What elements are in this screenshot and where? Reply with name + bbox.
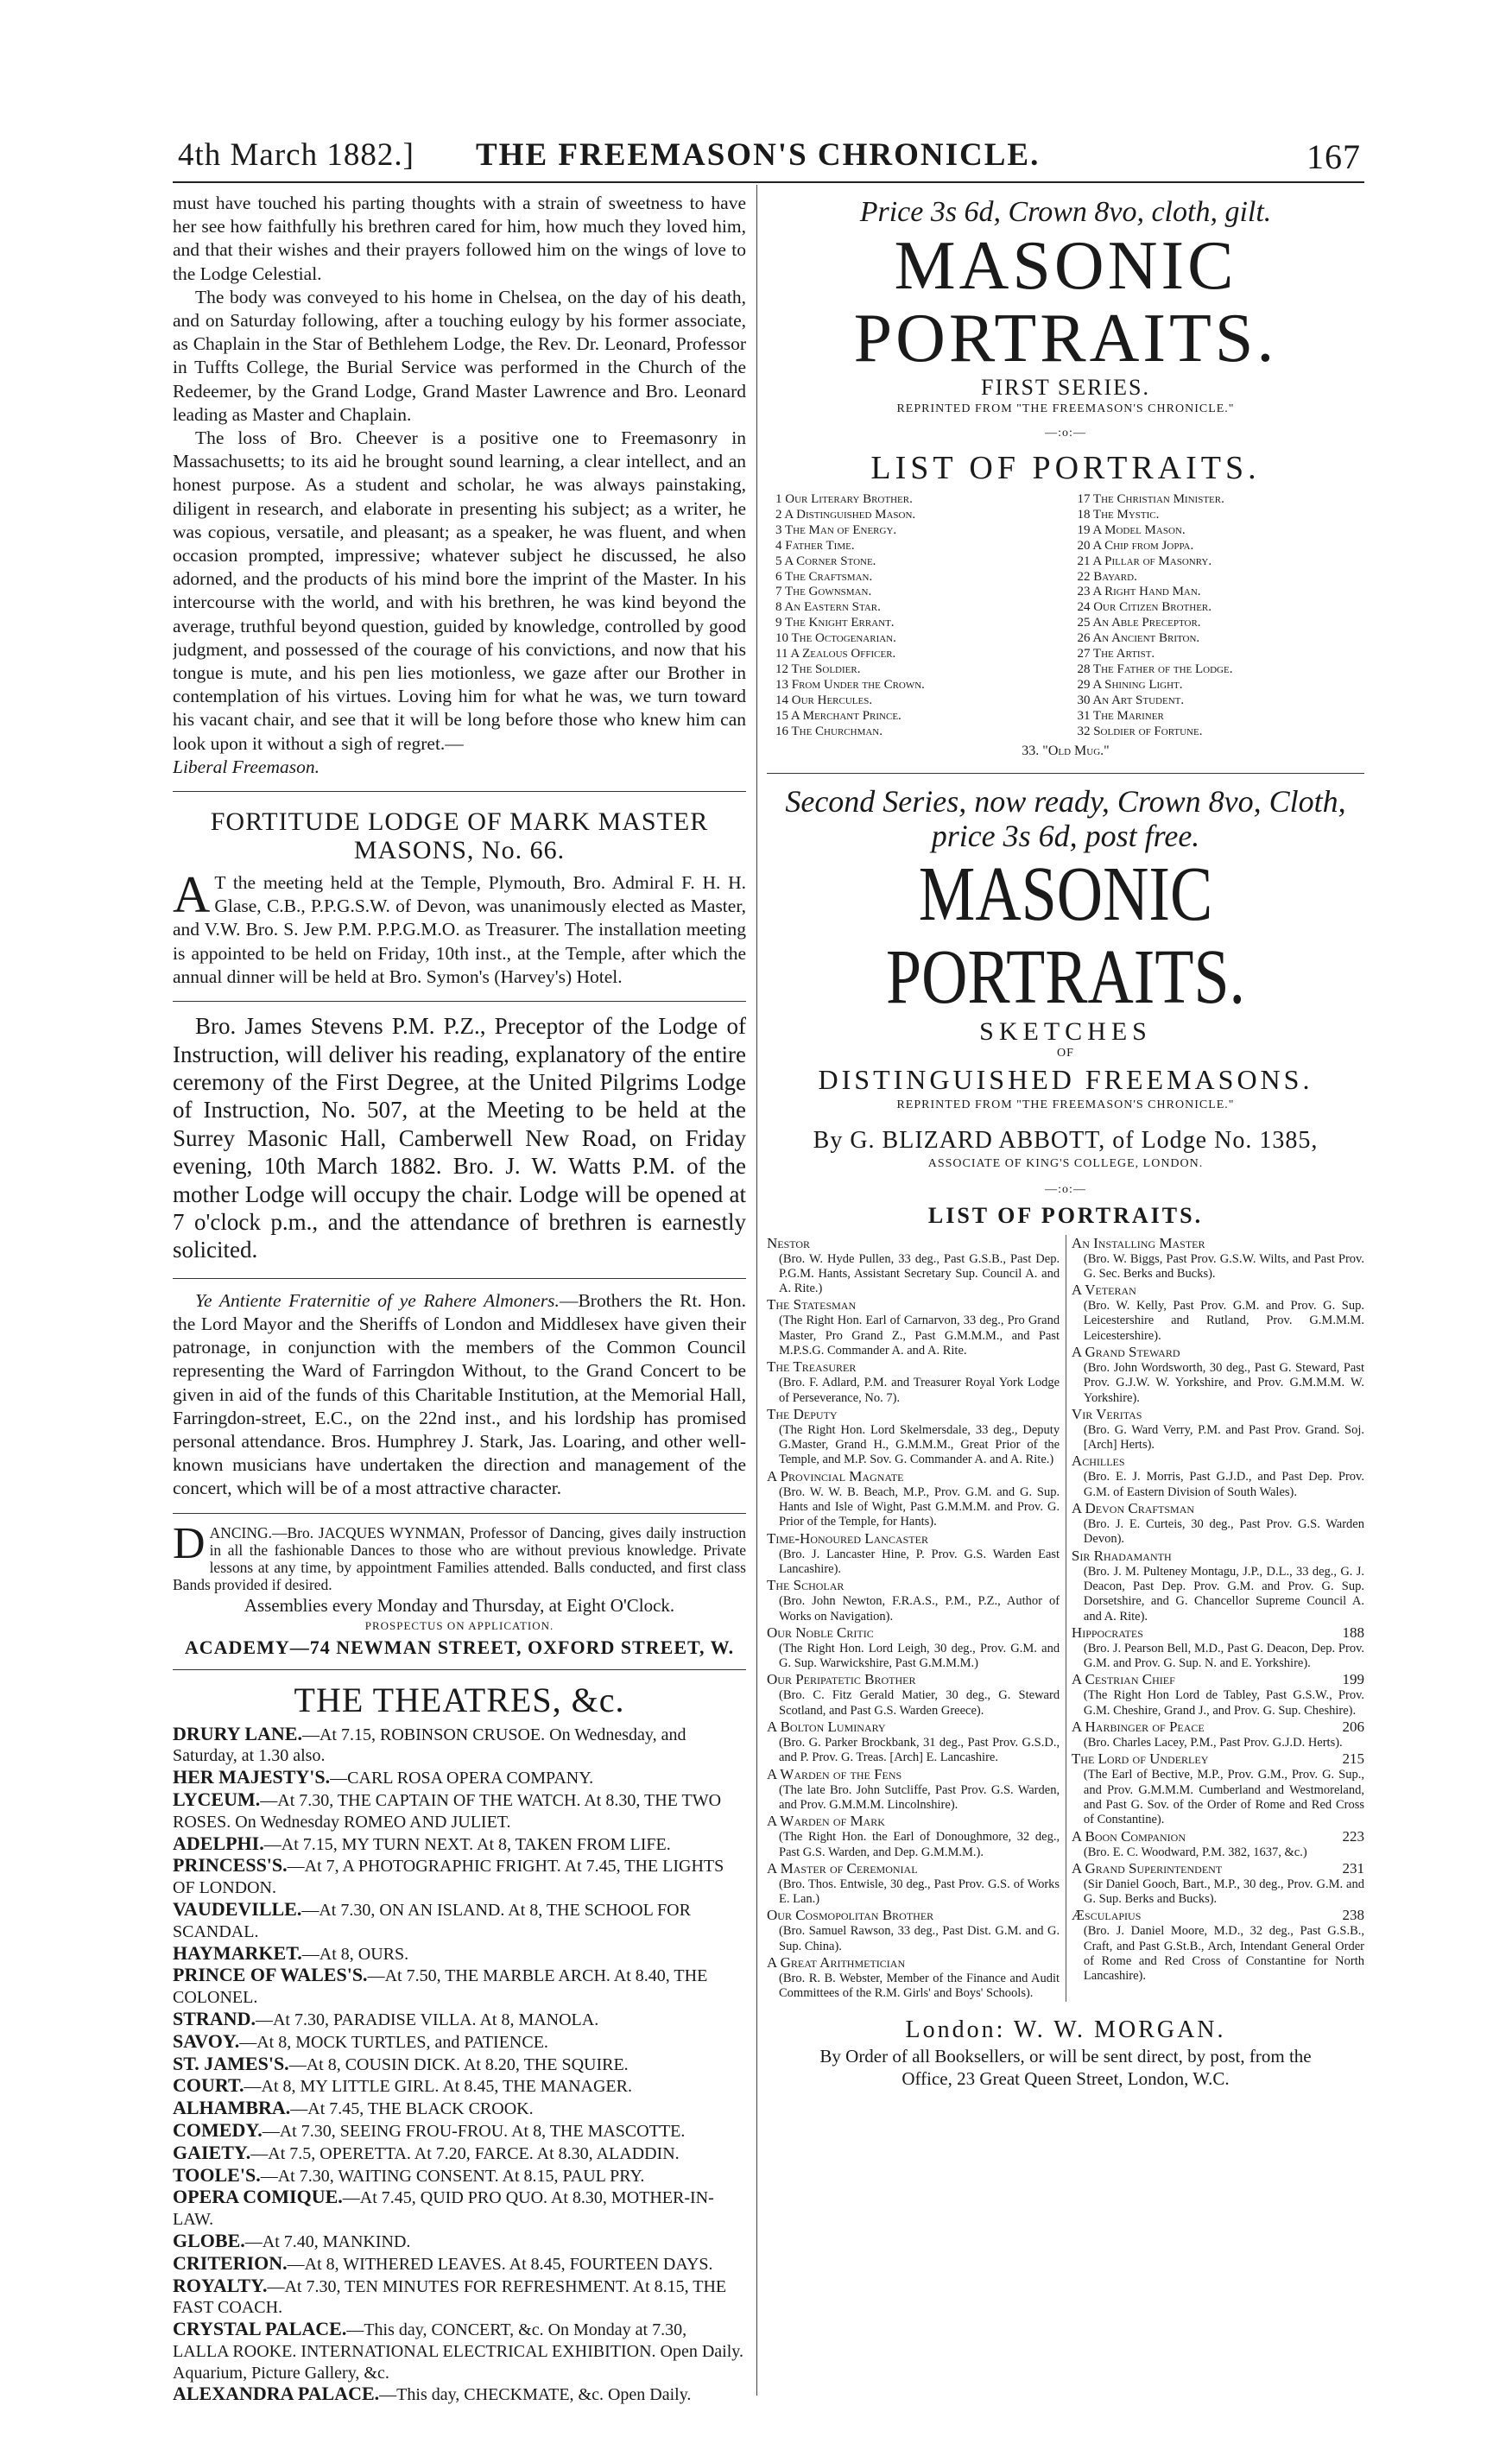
rahere-article: [173, 1289, 746, 1501]
theatre-entry: [173, 2143, 746, 2165]
portrait-entry-title: [1072, 1344, 1364, 1361]
portrait-list-item: 10 The Octogenarian.: [775, 631, 896, 646]
portrait-entry-name: The Scholar: [767, 1577, 845, 1594]
first-list-heading: LIST OF PORTRAITS.: [870, 450, 1261, 486]
first-series-price: Price 3s 6d, Crown 8vo, cloth, gilt.: [859, 196, 1272, 228]
portrait-entry-title: [1072, 1500, 1364, 1517]
second-series-ad-line2: price 3s 6d, post free.: [931, 818, 1200, 853]
theatre-name: GLOBE.: [173, 2229, 245, 2251]
portrait-entry-title: [1072, 1719, 1364, 1736]
portrait-entry-title: [1072, 1671, 1364, 1688]
portrait-list-item: 18 The Mystic.: [1077, 507, 1160, 522]
portrait-entry-name: Achilles: [1071, 1453, 1125, 1470]
fortitude-heading: FORTITUDE LODGE OF MARK MASTER MASONS, No. 66.: [210, 807, 709, 865]
distinguished-label: DISTINGUISHED FREEMASONS.: [818, 1063, 1313, 1095]
portrait-entry-title: [1072, 1235, 1364, 1252]
author-affiliation: ASSOCIATE OF KING'S COLLEGE, LONDON.: [927, 1156, 1204, 1170]
portrait-entry-title: [767, 1235, 1060, 1252]
theatre-program: —At 8, OURS.: [301, 1944, 409, 1964]
theatre-name: COMEDY.: [173, 2118, 263, 2141]
theatre-entry: [173, 2383, 746, 2406]
theatre-program: —At 7, A PHOTOGRAPHIC FRIGHT. At 7.45, THE LIGHTS OF LONDON.: [173, 1857, 724, 1898]
portrait-entry-number: 238: [1342, 1907, 1364, 1924]
portrait-entry-description: (The Earl of Bective, M.P., Prov. G.M., Prov. G. Sup., and Prov. G.M.M.M. Cumberland and Westmoreland, and Past G. Sov. of the Order of Rome and Red Cross of Constantine).: [1083, 1768, 1364, 1827]
portrait-entry-name: An Installing Master: [1071, 1234, 1205, 1251]
portrait-list-item: 3 The Man of Energy.: [775, 522, 897, 537]
portrait-entry-name: A Warden of the Fens: [767, 1765, 902, 1782]
order-line-1: By Order of all Booksellers, or will be sent direct, by post, from the: [819, 2045, 1312, 2067]
theatre-entry: [173, 1789, 746, 1833]
theatre-program: —At 8, MOCK TURTLES, and PATIENCE.: [239, 2032, 548, 2052]
second-series-title: MASONIC PORTRAITS.: [886, 851, 1245, 1020]
portrait-entry-description: (Bro. J. Pearson Bell, M.D., Past G. Deacon, Dep. Prov. G.M. and Prov. G. Sup. N. and E. Yorkshire).: [1083, 1641, 1364, 1671]
sketches-label: SKETCHES: [979, 1016, 1152, 1046]
dancing-dropcap: D: [173, 1518, 206, 1568]
portrait-entry-name: Our Peripatetic Brother: [767, 1671, 916, 1688]
portrait-list-item: 22 Bayard.: [1077, 569, 1137, 584]
portrait-entry-title: [1072, 1907, 1364, 1924]
first-series-list: [775, 492, 1356, 740]
section-rule: [767, 773, 1364, 774]
theatre-entry: [173, 1899, 746, 1943]
fortitude-dropcap: A: [173, 866, 211, 924]
portrait-list-item: 28 The Father of the Lodge.: [1077, 661, 1233, 676]
theatre-name: ALEXANDRA PALACE.: [173, 2383, 380, 2405]
first-list-last: 33. "Old Mug.": [1022, 743, 1110, 758]
portrait-entry-name: A Great Arithmetician: [767, 1954, 906, 1971]
portrait-entry-description: (Bro. G. Ward Verry, P.M. and Past Prov. Grand. Soj. [Arch] Herts).: [1083, 1422, 1364, 1453]
portrait-entry-name: A Harbinger of Peace: [1071, 1719, 1205, 1736]
portrait-entry-title: [767, 1624, 1060, 1642]
page-header: [178, 136, 1361, 176]
theatre-program: —At 7.5, OPERETTA. At 7.20, FARCE. At 8.30, ALADDIN.: [250, 2143, 680, 2163]
portrait-entry-name: A Devon Craftsman: [1071, 1500, 1195, 1517]
first-list-col-b: [1077, 492, 1356, 740]
portrait-list-item: 32 Soldier of Fortune.: [1077, 724, 1203, 738]
portrait-entry-name: Æsculapius: [1071, 1907, 1142, 1924]
theatre-entry: [173, 1724, 746, 1768]
section-rule: [173, 1278, 746, 1279]
theatre-program: —At 8, COUSIN DICK. At 8.20, THE SQUIRE.: [288, 2054, 629, 2074]
portrait-entry-description: (Bro. W. Kelly, Past Prov. G.M. and Prov. G. Sup. Leicestershire and Rutland, Prov. G.M.M.M. Leicestershire).: [1083, 1299, 1364, 1343]
theatre-entry: [173, 2276, 746, 2320]
portrait-list-item: 4 Father Time.: [775, 538, 855, 553]
prospectus-line: PROSPECTUS ON APPLICATION.: [364, 1618, 554, 1632]
second-series-list: [767, 1235, 1364, 2002]
theatre-name: COURT.: [173, 2074, 244, 2097]
portrait-entry-title: [767, 1719, 1060, 1736]
theatre-entry: [173, 2009, 746, 2031]
portrait-list-item: 11 A Zealous Officer.: [775, 647, 896, 661]
portrait-entry-description: (Bro. J. M. Pulteney Montagu, J.P., D.L., 33 deg., G. J. Deacon, Past Dep. Prov. G.M. and Prov. G. Sup. Dorsetshire, and G. Chancellor Supreme Council A. and A. Rite).: [1083, 1564, 1364, 1624]
theatre-entry: [173, 1833, 746, 1856]
theatre-name: PRINCE OF WALES'S.: [173, 1964, 368, 1986]
portrait-entry-name: A Boon Companion: [1071, 1827, 1186, 1845]
portrait-entry-title: [767, 1766, 1060, 1783]
portrait-entry-title: [767, 1468, 1060, 1485]
portrait-entry-title: [1072, 1828, 1364, 1845]
theatre-program: —At 7.30, PARADISE VILLA. At 8, MANOLA.: [255, 2010, 599, 2029]
fortitude-text: T the meeting held at the Temple, Plymouth, Bro. Admiral F. H. H. Glase, C.B., P.P.G.S.W. of Devon, was unanimously elected as Master, and V.W. Bro. S. Jew P.M. P.P.G.M.O. as Treasurer. The installation meeting is appointed to be held on Friday, 10th inst., at the Temple, after which the annual dinner will be held at Bro. Symon's (Harvey's) Hotel.: [173, 872, 746, 987]
obituary-source-text: Liberal Freemason.: [173, 756, 319, 777]
theatre-name: DRURY LANE.: [173, 1722, 302, 1744]
section-rule: [173, 1669, 746, 1670]
header-date: 4th March 1882.]: [178, 137, 414, 173]
portrait-entry-description: (Bro. Thos. Entwisle, 30 deg., Past Prov. G.S. of Works E. Lan.): [779, 1877, 1060, 1907]
theatre-program: —This day, CHECKMATE, &c. Open Daily.: [379, 2385, 692, 2405]
second-list-col-b: [1066, 1235, 1364, 2002]
portrait-entry-number: 199: [1342, 1671, 1364, 1688]
portrait-entry-title: [767, 1530, 1060, 1548]
obituary-paragraph: The loss of Bro. Cheever is a positive one to Freemasonry in Massachusetts; to its aid he brought sound learning, a clear intellect, and an honest purpose. As a student and scholar, he was always painstaking, diligent in research, and elaborate in presenting his subject; as a writer, he was copious, versatile, and pleasant; as a speaker, he was fluent, and when occasion prompted, impressive; whatever subject he discussed, he also adorned, and the products of his mind bore the imprint of the Master. In his intercourse with the world, and with his brethren, he was kind beyond the average, truthful beyond question, guided by knowledge, controlled by good judgment, and possessed of the courage of his convictions, and now that his tongue is mute, and his pen lies motionless, we gaze after our Brother in contemplation of his virtues. Loving him for what he was, we turn toward his vacant chair, and see that it will be long before those who knew him can look upon it without a sigh of regret.—: [173, 427, 746, 754]
theatre-entry: [173, 2319, 746, 2383]
portrait-entry-description: (The late Bro. John Sutcliffe, Past Prov. G.S. Warden, and Prov. G.M.M.M. Lincolnshire).: [779, 1782, 1060, 1812]
portrait-entry-title: [767, 1954, 1060, 1972]
portrait-entry-description: (Bro. C. Fitz Gerald Matier, 30 deg., G. Steward Scotland, and Past G.S. Warden Greece).: [779, 1688, 1060, 1718]
first-series-label: FIRST SERIES.: [980, 375, 1150, 400]
portrait-entry-name: Nestor: [767, 1234, 811, 1251]
second-series-ad-line1: Second Series, now ready, Crown 8vo, Cloth,: [785, 783, 1346, 819]
portrait-entry-title: [1072, 1860, 1364, 1877]
rahere-title: Ye Antiente Fraternitie of ye Rahere Almoners.: [195, 1289, 560, 1311]
portrait-entry-description: (Sir Daniel Gooch, Bart., M.P., 30 deg., Prov. G.M. and G. Sup. Berks and Bucks).: [1083, 1877, 1364, 1907]
portrait-entry-number: 188: [1342, 1624, 1364, 1641]
obituary-article: [173, 192, 746, 756]
portrait-entry-name: Hippocrates: [1071, 1624, 1143, 1641]
portrait-entry-title: [1072, 1750, 1364, 1768]
portrait-entry-description: (Bro. Charles Lacey, P.M., Past Prov. G.J.D. Herts).: [1083, 1736, 1343, 1750]
theatre-name: ROYALTY.: [173, 2274, 268, 2296]
theatre-entry: [173, 2187, 746, 2231]
theatre-listings: [173, 1724, 746, 2407]
academy-address: ACADEMY—74 NEWMAN STREET, OXFORD STREET, W.: [184, 1636, 735, 1658]
portrait-entry-number: 231: [1342, 1859, 1364, 1877]
second-series-reprinted: REPRINTED FROM "THE FREEMASON'S CHRONICLE.": [896, 1098, 1235, 1111]
theatre-entry: [173, 1767, 746, 1789]
portrait-entry-number: 215: [1342, 1750, 1364, 1768]
portrait-entry-name: A Grand Superintendent: [1071, 1859, 1223, 1877]
portrait-entry-title: [1072, 1282, 1364, 1299]
dancing-ad: [173, 1518, 746, 1593]
portrait-entry-name: Sir Rhadamanth: [1071, 1547, 1172, 1564]
portrait-entry-title: [767, 1296, 1060, 1313]
portrait-list-item: 1 Our Literary Brother.: [775, 492, 913, 506]
portrait-list-item: 8 An Eastern Star.: [775, 600, 881, 615]
portrait-list-item: 26 An Ancient Briton.: [1077, 631, 1200, 646]
second-list-heading: LIST OF PORTRAITS.: [927, 1202, 1204, 1228]
header-title: THE FREEMASON'S CHRONICLE.: [476, 137, 1041, 173]
theatre-program: —At 7.45, QUID PRO QUO. At 8.30, MOTHER-IN-LAW.: [173, 2188, 714, 2230]
portrait-entry-title: [767, 1406, 1060, 1423]
portrait-entry-name: Our Cosmopolitan Brother: [767, 1907, 934, 1924]
portrait-list-item: 16 The Churchman.: [775, 724, 883, 738]
portrait-entry-description: (The Right Hon. the Earl of Donoughmore, 32 deg., Past G.S. Warden, and Dep. G.M.M.M.).: [779, 1830, 1060, 1859]
portrait-list-item: 20 A Chip from Joppa.: [1077, 538, 1194, 553]
portrait-entry-description: (Bro. W. Hyde Pullen, 33 deg., Past G.S.B., Past Dep. P.G.M. Hants, Assistant Secretary Sup. Council A. and A. Rite.): [779, 1251, 1060, 1296]
portrait-list-item: 7 The Gownsman.: [775, 585, 872, 599]
theatre-entry: [173, 2054, 746, 2076]
theatre-program: —At 7.45, THE BLACK CROOK.: [290, 2099, 534, 2119]
theatre-entry: [173, 2031, 746, 2054]
author-line: By G. BLIZARD ABBOTT, of Lodge No. 1385,: [813, 1126, 1319, 1154]
portrait-list-item: 12 The Soldier.: [775, 661, 861, 676]
left-column: [173, 192, 746, 2406]
right-column: [767, 192, 1364, 2090]
portrait-entry-name: The Deputy: [767, 1405, 838, 1422]
header-page-number: 167: [1306, 137, 1361, 176]
rahere-text: —Brothers the Rt. Hon. the Lord Mayor and the Sheriffs of London and Middlesex have given their patronage, in conjunction with the members of the Common Council representing the Ward of Farringdon Without, to the Grand Concert to be given in aid of the funds of this Charitable Institution, at the Memorial Hall, Farringdon-street, E.C., on the 22nd inst., and his lordship has promised personal attendance. Bros. Humphrey J. Stark, Jas. Loaring, and other well-known musicians have undertaken the direction and management of the concert, which will be of a most attractive character.: [173, 1289, 746, 1499]
theatre-entry: [173, 2075, 746, 2098]
portrait-entry-description: (The Right Hon. Earl of Carnarvon, 33 deg., Pro Grand Master, Pro Grand Z., Past G.M.M.M., and Past M.P.S.G. Commander A. and A. Rite.: [779, 1313, 1060, 1358]
portrait-entry-title: [1072, 1406, 1364, 1423]
header-rule: [173, 181, 1364, 183]
theatre-name: HER MAJESTY'S.: [173, 1766, 331, 1788]
dancing-text: ANCING.—Bro. JACQUES WYNMAN, Professor of Dancing, gives daily instruction in all the fashionable Dances to those who are without previous knowledge. Private lessons at any time, by appointment Families attended. Balls conducted, and first class Bands provided if desired.: [173, 1523, 746, 1593]
portrait-entry-description: (Bro. E. J. Morris, Past G.J.D., and Past Dep. Prov. G.M. of Eastern Division of South Wales).: [1083, 1470, 1364, 1499]
first-series-title: MASONIC PORTRAITS.: [853, 228, 1278, 377]
theatre-program: —This day, CONCERT, &c. On Monday at 7.30, LALLA ROOKE. INTERNATIONAL ELECTRICAL EXHIBITION. Open Daily. Aquarium, Picture Gallery, &c.: [173, 2320, 743, 2383]
theatre-program: —At 7.15, ROBINSON CRUSOE. On Wednesday, and Saturday, at 1.30 also.: [173, 1725, 686, 1766]
portrait-entry-description: (Bro. John Newton, F.R.A.S., P.M., P.Z., Author of Works on Navigation).: [779, 1594, 1060, 1624]
column-divider: [756, 185, 757, 2396]
portrait-list-item: 27 The Artist.: [1077, 647, 1155, 661]
theatre-entry: [173, 1965, 746, 2009]
portrait-entry-title: [1072, 1453, 1364, 1470]
assemblies-line: Assemblies every Monday and Thursday, at Eight O'Clock.: [244, 1594, 675, 1616]
portrait-entry-description: (Bro. J. Daniel Moore, M.D., 32 deg., Past G.S.B., Craft, and Past G.St.B., Arch, Intendant General Order of Rome and Red Cross of Constantine for North Lancashire).: [1083, 1924, 1364, 1984]
separator: —:o:—: [1045, 1182, 1086, 1196]
order-line-2: Office, 23 Great Queen Street, London, W.C.: [902, 2067, 1230, 2089]
portrait-entry-name: The Lord of Underley: [1071, 1750, 1209, 1768]
first-list-col-a: [775, 492, 1054, 740]
theatres-heading: THE THEATRES, &c.: [294, 1680, 625, 1719]
separator: —:o:—: [1045, 427, 1086, 440]
theatre-program: —At 7.30, THE CAPTAIN OF THE WATCH. At 8.30, THE TWO ROSES. On Wednesday ROMEO AND JULIET.: [173, 1790, 722, 1832]
portrait-list-item: 6 The Craftsman.: [775, 569, 873, 584]
theatre-entry: [173, 2165, 746, 2187]
portrait-entry-name: A Warden of Mark: [767, 1813, 885, 1830]
portrait-entry-title: [767, 1671, 1060, 1688]
portrait-entry-number: 223: [1342, 1827, 1364, 1845]
theatre-program: —At 7.30, ON AN ISLAND. At 8, THE SCHOOL FOR SCANDAL.: [173, 1900, 691, 1941]
portrait-entry-description: (Bro. F. Adlard, P.M. and Treasurer Royal York Lodge of Perseverance, No. 7).: [779, 1376, 1060, 1405]
portrait-entry-description: (Bro. R. B. Webster, Member of the Finance and Audit Committees of the R.M. Girls' and Boys' Schools).: [779, 1972, 1060, 2001]
portrait-list-item: 15 A Merchant Prince.: [775, 708, 902, 723]
theatre-name: SAVOY.: [173, 2029, 240, 2052]
portrait-entry-description: (Bro. E. C. Woodward, P.M. 382, 1637, &c.): [1083, 1845, 1307, 1859]
theatre-name: LYCEUM.: [173, 1788, 261, 1810]
portrait-entry-title: [767, 1577, 1060, 1594]
theatre-entry: [173, 2253, 746, 2276]
theatre-name: HAYMARKET.: [173, 1941, 302, 1964]
portrait-entry-title: [1072, 1548, 1364, 1565]
section-rule: [173, 1513, 746, 1514]
theatre-program: —At 7.40, MANKIND.: [244, 2231, 411, 2251]
obituary-paragraph: The body was conveyed to his home in Chelsea, on the day of his death, and on Saturday following, after a touching eulogy by his former associate, as Chaplain in the Star of Bethlehem Lodge, the Rev. Dr. Leonard, Professor in Tuffts College, the Burial Service was performed in the Church of the Redeemer, by the Grand Lodge, Grand Master Lawrence and Bro. Leonard leading as Master and Chaplain.: [173, 286, 746, 425]
portrait-list-item: 31 The Mariner: [1077, 708, 1164, 723]
portrait-entry-name: A Veteran: [1071, 1282, 1136, 1299]
obituary-source: [173, 756, 746, 779]
portrait-entry-name: Vir Veritas: [1071, 1405, 1142, 1422]
of-label: OF: [1057, 1046, 1074, 1060]
theatre-name: CRYSTAL PALACE.: [173, 2318, 347, 2340]
portrait-entry-title: [767, 1907, 1060, 1924]
portrait-entry-title: [767, 1860, 1060, 1877]
portrait-entry-description: (Bro. G. Parker Brockbank, 31 deg., Past Prov. G.S.D., and P. Prov. G. Treas. [Arch] E. Lancashire.: [779, 1736, 1060, 1765]
portrait-entry-name: Time-Honoured Lancaster: [767, 1529, 928, 1547]
theatre-name: GAIETY.: [173, 2141, 251, 2163]
portrait-list-item: 2 A Distinguished Mason.: [775, 507, 916, 522]
portrait-entry-name: The Statesman: [767, 1296, 857, 1313]
portrait-entry-description: (The Right Hon. Lord Skelmersdale, 33 deg., Deputy G.Master, Grand H., G.M.M.M., Great Prior of the Temple, and M.P. Sov. G. Commander A. and A. Rite.): [779, 1422, 1060, 1467]
portrait-list-item: 21 A Pillar of Masonry.: [1077, 554, 1212, 568]
theatre-program: —At 7.30, WAITING CONSENT. At 8.15, PAUL PRY.: [260, 2166, 645, 2186]
portrait-entry-title: [1072, 1624, 1364, 1642]
portrait-entry-name: A Grand Steward: [1071, 1343, 1180, 1360]
theatre-name: TOOLE'S.: [173, 2163, 261, 2186]
portrait-entry-name: A Cestrian Chief: [1071, 1671, 1175, 1688]
portrait-list-item: 24 Our Citizen Brother.: [1077, 600, 1212, 615]
theatre-entry: [173, 2098, 746, 2120]
portrait-entry-number: 206: [1342, 1719, 1364, 1736]
portrait-entry-name: The Treasurer: [767, 1358, 857, 1376]
portrait-list-item: 13 From Under the Crown.: [775, 677, 925, 692]
publisher-line: London: W. W. MORGAN.: [905, 2016, 1226, 2043]
portrait-entry-title: [767, 1358, 1060, 1376]
portrait-list-item: 17 The Christian Minister.: [1077, 492, 1224, 506]
section-rule: [173, 791, 746, 792]
theatre-program: —CARL ROSA OPERA COMPANY.: [330, 1769, 594, 1788]
first-series-reprinted: REPRINTED FROM "THE FREEMASON'S CHRONICLE.": [896, 402, 1235, 415]
theatre-program: —At 7.30, SEEING FROU-FROU. At 8, THE MASCOTTE.: [262, 2121, 686, 2141]
portrait-entry-description: (The Right Hon. Lord Leigh, 30 deg., Prov. G.M. and G. Sup. Warwickshire, Past G.M.M.M.): [779, 1641, 1060, 1671]
theatre-program: —At 7.50, THE MARBLE ARCH. At 8.40, THE COLONEL.: [173, 1966, 708, 2008]
section-rule: [173, 1001, 746, 1002]
theatre-program: —At 8, WITHERED LEAVES. At 8.45, FOURTEEN DAYS.: [287, 2254, 713, 2274]
portrait-entry-description: (Bro. Samuel Rawson, 33 deg., Past Dist. G.M. and G. Sup. China).: [779, 1924, 1060, 1953]
theatre-program: —At 7.15, MY TURN NEXT. At 8, TAKEN FROM LIFE.: [263, 1834, 671, 1854]
portrait-entry-description: (Bro. W. W. B. Beach, M.P., Prov. G.M. and G. Sup. Hants and Isle of Wight, Past G.M.M.M. and Prov. G. Prior of the Temple, for Hants).: [779, 1484, 1060, 1529]
theatre-name: STRAND.: [173, 2007, 256, 2029]
portrait-entry-name: Our Noble Critic: [767, 1624, 874, 1641]
portrait-list-item: 30 An Art Student.: [1077, 693, 1185, 707]
portrait-list-item: 14 Our Hercules.: [775, 693, 873, 707]
portrait-entry-name: A Bolton Luminary: [767, 1719, 886, 1736]
obituary-paragraph: must have touched his parting thoughts with a strain of sweetness to have her see how faithfully his brethren cared for him, how much they loved him, and that their wishes and their prayers followed him on the wings of love to the Lodge Celestial.: [173, 193, 746, 284]
second-list-col-a: [767, 1235, 1060, 2002]
theatre-name: ALHAMBRA.: [173, 2097, 291, 2119]
theatre-name: CRITERION.: [173, 2251, 288, 2274]
portrait-entry-name: A Master of Ceremonial: [767, 1859, 918, 1877]
portrait-list-item: 19 A Model Mason.: [1077, 522, 1186, 537]
portrait-entry-description: (Bro. J. E. Curteis, 30 deg., Past Prov. G.S. Warden Devon).: [1083, 1517, 1364, 1547]
portrait-entry-description: (The Right Hon Lord de Tabley, Past G.S.W., Prov. G.M. Cheshire, Grand J., and Prov. G. Sup. Cheshire).: [1083, 1688, 1364, 1718]
portrait-list-item: 23 A Right Hand Man.: [1077, 585, 1201, 599]
fortitude-article: [173, 866, 746, 989]
theatre-name: OPERA COMIQUE.: [173, 2186, 343, 2208]
portrait-list-item: 5 A Corner Stone.: [775, 554, 876, 568]
theatre-name: ADELPHI.: [173, 1832, 264, 1854]
portrait-list-item: 29 A Shining Light.: [1077, 677, 1183, 692]
portrait-list-item: 9 The Knight Errant.: [775, 616, 895, 630]
portrait-entry-description: (Bro. John Wordsworth, 30 deg., Past G. Steward, Past Prov. G.J.W. W. Yorkshire, and Prov. G.M.M.M. W. Yorkshire).: [1083, 1360, 1364, 1405]
theatre-entry: [173, 1943, 746, 1965]
theatre-program: —At 7.30, TEN MINUTES FOR REFRESHMENT. At 8.15, THE FAST COACH.: [173, 2276, 727, 2318]
portrait-entry-name: A Provincial Magnate: [767, 1467, 904, 1484]
theatre-name: ST. JAMES'S.: [173, 2052, 289, 2074]
portrait-entry-description: (Bro. W. Biggs, Past Prov. G.S.W. Wilts, and Past Prov. G. Sec. Berks and Bucks).: [1083, 1251, 1364, 1281]
theatre-entry: [173, 1855, 746, 1899]
theatre-program: —At 8, MY LITTLE GIRL. At 8.45, THE MANAGER.: [244, 2077, 632, 2097]
portrait-entry-title: [767, 1813, 1060, 1830]
theatre-entry: [173, 2120, 746, 2143]
theatre-entry: [173, 2231, 746, 2253]
stevens-notice: Bro. James Stevens P.M. P.Z., Preceptor of the Lodge of Instruction, will deliver his reading, explanatory of the entire ceremony of the First Degree, at the United Pilgrims Lodge of Instruction, No. 507, at the Meeting to be held at the Surrey Masonic Hall, Camberwell New Road, on Friday evening, 10th March 1882. Bro. J. W. Watts P.M. of the mother Lodge will occupy the chair. Lodge will be opened at 7 o'clock p.m., and the attendance of brethren is earnestly solicited.: [173, 1013, 746, 1263]
portrait-entry-description: (Bro. J. Lancaster Hine, P. Prov. G.S. Warden East Lancashire).: [779, 1547, 1060, 1576]
theatre-name: PRINCESS'S.: [173, 1854, 288, 1877]
theatre-name: VAUDEVILLE.: [173, 1897, 302, 1920]
portrait-list-item: 25 An Able Preceptor.: [1077, 616, 1201, 630]
